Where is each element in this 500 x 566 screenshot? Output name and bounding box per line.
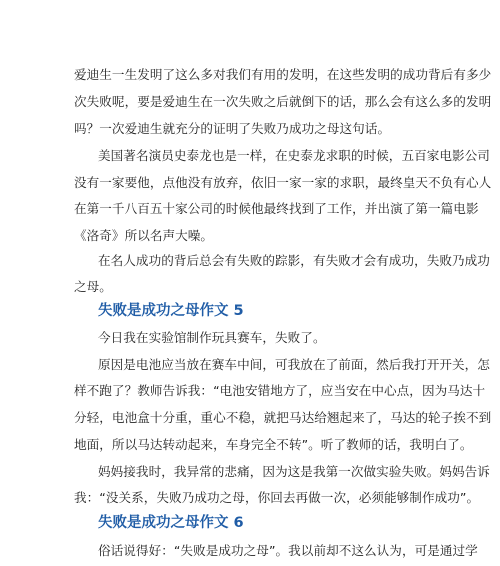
paragraph-line: 之母。 [74, 279, 112, 294]
paragraph-line: 俗话说得好：“失败是成功之母”。我以前却不这么认为，可是通过学 [98, 543, 478, 558]
paragraph-line: 今日我在实验馆制作玩具赛车，失败了。 [98, 330, 326, 345]
paragraph-line: 没有一家要他，点他没有放弃，依旧一家一家的求职，最终皇天不负有心人 [74, 175, 492, 190]
paragraph-line: 《洛奇》所以名声大噪。 [74, 228, 214, 243]
paragraph-line: 分轻，电池盒十分重，重心不稳，就把马达给翘起来了，马达的轮子挨不到 [74, 410, 492, 425]
paragraph-line: 在第一千八百五十家公司的时候他最终找到了工作，并出演了第一篇电影 [74, 201, 479, 216]
paragraph-line: 次失败呢，要是爱迪生在一次失败之后就倒下的话，那么会有这么多的发明 [74, 94, 492, 109]
paragraph-line: 地面，所以马达转动起来，车身完全不转”。听了教师的话，我明白了。 [74, 437, 473, 452]
paragraph-line: 吗？一次爱迪生就充分的证明了失败乃成功之母这句话。 [74, 121, 391, 136]
paragraph-line: 爱迪生一生发明了这么多对我们有用的发明，在这些发明的成功背后有多少 [74, 67, 492, 82]
paragraph-line: 原因是电池应当放在赛车中间，可我放在了前面，然后我打开开关，怎 [98, 357, 490, 372]
paragraph-line: 在名人成功的背后总会有失败的踪影，有失败才会有成功，失败乃成功 [98, 253, 490, 268]
paragraph-line: 样不跑了？教师告诉我：“电池安错地方了，应当安在中心点，因为马达十 [74, 383, 486, 398]
paragraph-line: 妈妈接我时，我异常的悲痛，因为这是我第一次做实验失败。妈妈告诉 [98, 464, 490, 479]
paragraph-line: 我：“没关系，失败乃成功之母，你回去再做一次，必须能够制作成功”。 [74, 490, 480, 505]
paragraph-line: 美国著名演员史泰龙也是一样，在史泰龙求职的时候，五百家电影公司 [98, 148, 490, 163]
section-heading-5: 失败是成功之母作文 5 [98, 303, 244, 319]
section-heading-6: 失败是成功之母作文 6 [98, 515, 244, 531]
